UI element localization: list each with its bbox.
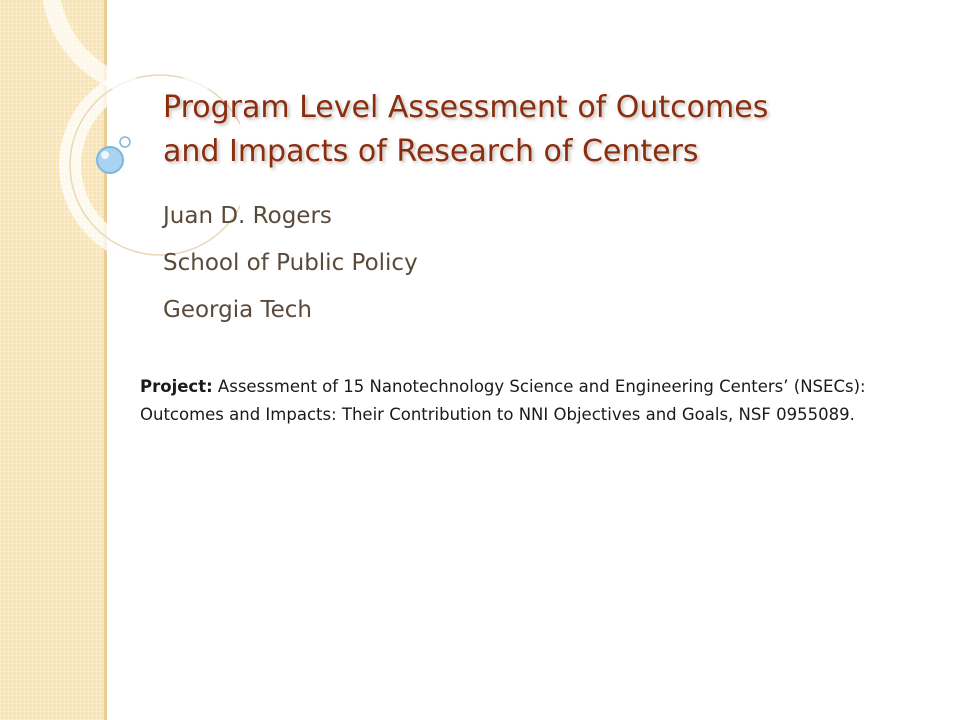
project-text: Assessment of 15 Nanotechnology Science and Engineering Centers’ (NSECs): Outcomes and Impacts: Their Contribution to NNI Objectives and Goals, NSF 0955089. [140,377,866,424]
blue-dot-large [97,147,123,173]
slide-title [163,86,863,174]
title-line-1: Program Level Assessment of Outcomes [163,90,769,125]
author-school: School of Public Policy [163,250,418,276]
title-line-2: and Impacts of Research of Centers [163,134,699,169]
blue-dot-small [120,137,130,147]
author-name: Juan D. Rogers [163,203,332,229]
author-institution: Georgia Tech [163,297,313,323]
slide-subtitle [163,193,418,334]
project-description [140,373,940,429]
project-label: Project: [140,377,213,396]
blue-dot-highlight [101,151,109,159]
